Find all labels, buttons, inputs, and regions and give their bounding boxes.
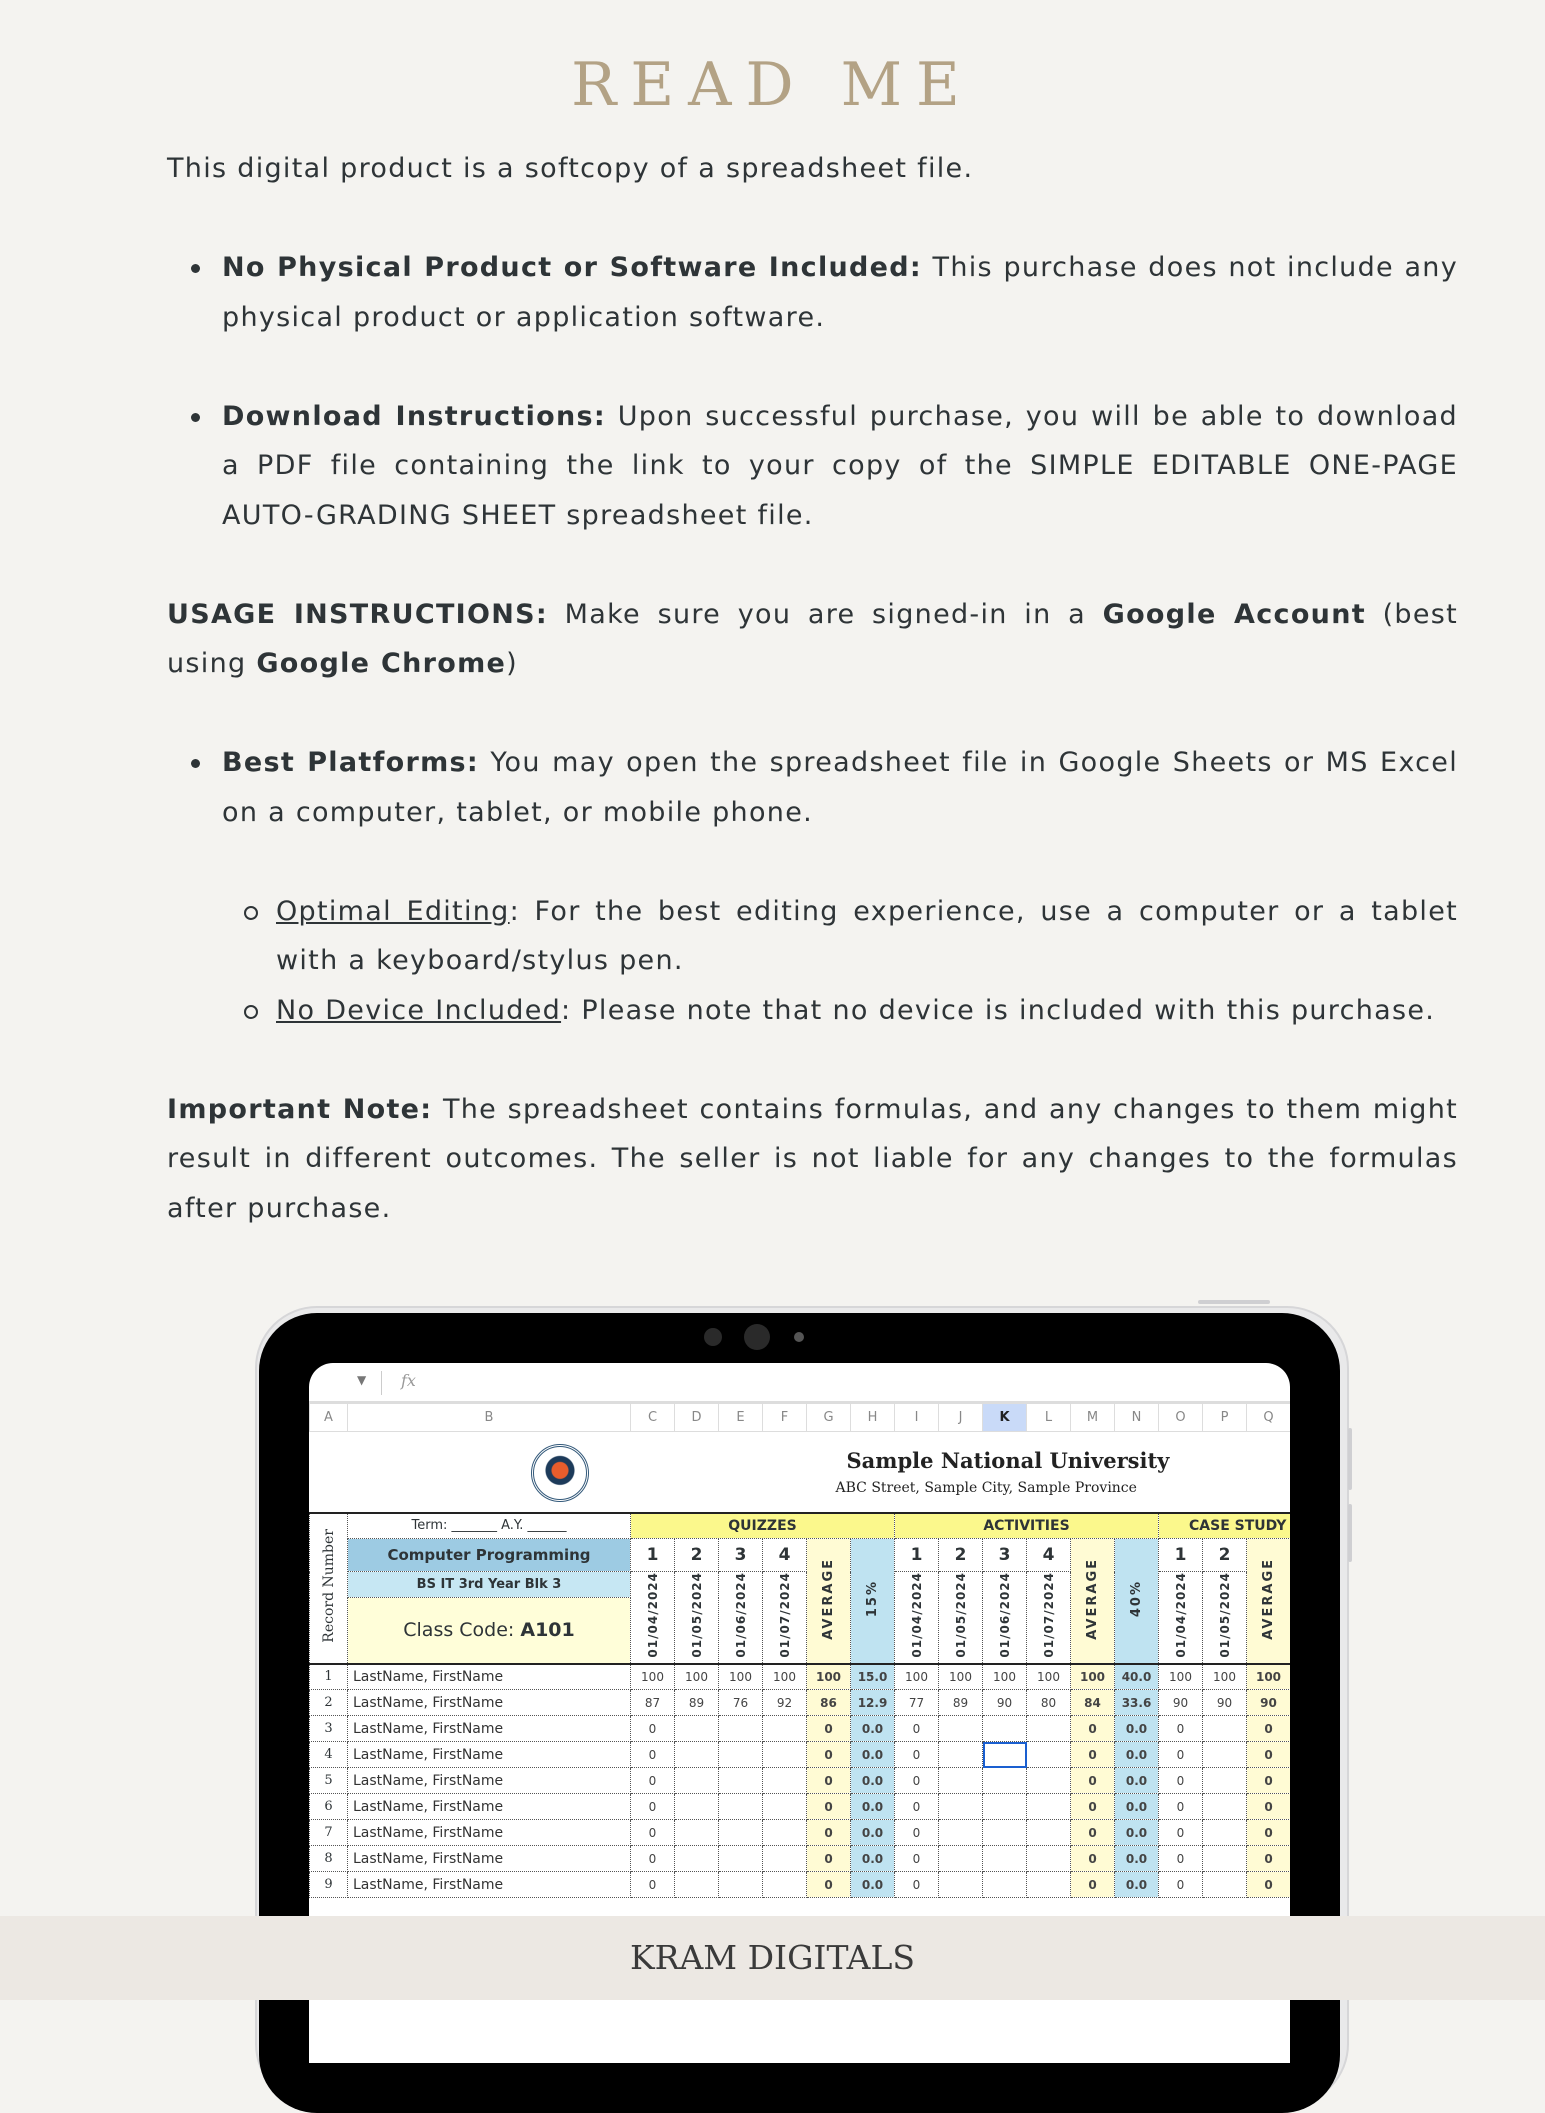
date-label: 01/06/2024 (733, 1572, 748, 1659)
grade-cell[interactable]: 0 (895, 1794, 939, 1820)
grade-cell[interactable] (675, 1872, 719, 1898)
case-number: 2 (1203, 1539, 1247, 1572)
grade-cell[interactable]: 89 (675, 1690, 719, 1716)
column-header-f[interactable]: F (763, 1404, 807, 1432)
quiz-number: 1 (631, 1539, 675, 1572)
grade-cell[interactable]: 0 (1247, 1872, 1291, 1898)
grade-cell[interactable] (1027, 1820, 1071, 1846)
grade-cell[interactable]: 100 (675, 1664, 719, 1690)
usage-text: ) (506, 648, 518, 679)
weight-label: 15% (865, 1580, 880, 1618)
table-row (310, 1742, 1291, 1768)
term-field[interactable]: Term: _______ A.Y. ______ (348, 1513, 631, 1539)
google-account: Google Account (1102, 598, 1366, 630)
student-name[interactable]: LastName, FirstName (348, 1768, 631, 1794)
grade-cell[interactable] (719, 1768, 763, 1794)
bullet-heading: Download Instructions: (222, 400, 606, 432)
column-header-k[interactable]: K (983, 1404, 1027, 1432)
grade-cell[interactable]: 90 (1159, 1690, 1203, 1716)
record-number[interactable]: 6 (310, 1794, 348, 1820)
quiz-average-header (807, 1539, 851, 1664)
grade-cell[interactable] (675, 1820, 719, 1846)
grade-cell[interactable]: 90 (1247, 1690, 1291, 1716)
grade-cell[interactable]: 0 (1159, 1872, 1203, 1898)
grade-cell[interactable]: 0 (631, 1768, 675, 1794)
grade-cell[interactable]: 0.0 (1115, 1872, 1159, 1898)
grade-cell[interactable]: 40.0 (1115, 1664, 1159, 1690)
record-number[interactable]: 5 (310, 1768, 348, 1794)
grade-cell[interactable]: 0 (1247, 1794, 1291, 1820)
grade-cell[interactable]: 100 (983, 1664, 1027, 1690)
grade-cell[interactable]: 100 (719, 1664, 763, 1690)
grade-cell[interactable] (939, 1846, 983, 1872)
grade-cell[interactable] (763, 1872, 807, 1898)
grade-cell[interactable]: 0 (807, 1768, 851, 1794)
grade-cell[interactable] (939, 1716, 983, 1742)
grade-cell[interactable] (939, 1768, 983, 1794)
platform-list (222, 738, 1458, 837)
grade-cell[interactable]: 100 (939, 1664, 983, 1690)
grade-cell[interactable] (763, 1820, 807, 1846)
date-cell[interactable] (631, 1572, 675, 1664)
grade-cell[interactable] (939, 1794, 983, 1820)
bullet-text: This purchase does not include any physical product or application software. (222, 252, 1458, 333)
grade-cell[interactable]: 76 (719, 1690, 763, 1716)
grade-cell[interactable] (1203, 1794, 1247, 1820)
university-name: Sample National University (846, 1448, 1170, 1473)
student-name[interactable]: LastName, FirstName (348, 1690, 631, 1716)
grade-cell[interactable] (1203, 1716, 1247, 1742)
quizzes-header: QUIZZES (631, 1513, 895, 1539)
grade-cell[interactable]: 0 (895, 1716, 939, 1742)
grade-cell[interactable]: 92 (763, 1690, 807, 1716)
google-chrome: Google Chrome (256, 648, 507, 679)
date-cell[interactable] (1159, 1572, 1203, 1664)
sub-bullet-heading: Optimal Editing (276, 895, 510, 927)
tablet-top-button (1198, 1300, 1270, 1304)
grade-cell[interactable] (983, 1794, 1027, 1820)
university-header (310, 1432, 1291, 1513)
column-header-o[interactable]: O (1159, 1404, 1203, 1432)
bullet-list (222, 243, 1458, 540)
column-header-m[interactable]: M (1071, 1404, 1115, 1432)
grade-cell[interactable]: 80 (1027, 1690, 1071, 1716)
sub-bullet-optimal-editing (276, 887, 1458, 986)
date-cell[interactable] (895, 1572, 939, 1664)
grade-cell[interactable] (983, 1716, 1027, 1742)
grade-cell[interactable]: 0 (1071, 1846, 1115, 1872)
grade-cell[interactable]: 0 (631, 1742, 675, 1768)
quiz-number: 3 (719, 1539, 763, 1572)
grading-sheet (309, 1403, 1290, 1898)
date-label: 01/07/2024 (777, 1572, 792, 1659)
grade-cell[interactable]: 0 (1159, 1820, 1203, 1846)
table-row (310, 1690, 1291, 1716)
column-header-c[interactable]: C (631, 1404, 675, 1432)
grade-cell[interactable]: 84 (1071, 1690, 1115, 1716)
column-header-q[interactable]: Q (1247, 1404, 1291, 1432)
column-header-i[interactable]: I (895, 1404, 939, 1432)
grade-cell[interactable] (763, 1742, 807, 1768)
grade-cell[interactable]: 0 (1247, 1768, 1291, 1794)
grade-cell[interactable] (1203, 1872, 1247, 1898)
grade-cell[interactable]: 0 (1159, 1742, 1203, 1768)
student-name[interactable]: LastName, FirstName (348, 1716, 631, 1742)
record-number[interactable]: 3 (310, 1716, 348, 1742)
quiz-weight-header (851, 1539, 895, 1664)
date-label: 01/04/2024 (645, 1572, 660, 1659)
grade-cell[interactable]: 0 (895, 1872, 939, 1898)
grade-cell[interactable] (1027, 1846, 1071, 1872)
grade-cell[interactable]: 0 (807, 1872, 851, 1898)
grade-cell[interactable]: 0 (1071, 1820, 1115, 1846)
student-name[interactable]: LastName, FirstName (348, 1872, 631, 1898)
grade-cell[interactable]: 0 (1071, 1716, 1115, 1742)
intro-text: This digital product is a softcopy of a spreadsheet file. (167, 153, 974, 184)
grade-cell[interactable] (675, 1794, 719, 1820)
grade-cell[interactable]: 77 (895, 1690, 939, 1716)
grade-cell[interactable]: 0 (807, 1820, 851, 1846)
grade-cell[interactable] (719, 1820, 763, 1846)
column-header-g[interactable]: G (807, 1404, 851, 1432)
grade-cell[interactable] (983, 1872, 1027, 1898)
grade-cell[interactable] (675, 1846, 719, 1872)
grade-cell[interactable]: 0.0 (1115, 1742, 1159, 1768)
weight-label: 40% (1129, 1580, 1144, 1618)
fx-icon: fx (401, 1371, 416, 1390)
student-name[interactable]: LastName, FirstName (348, 1742, 631, 1768)
grade-cell[interactable] (1203, 1742, 1247, 1768)
class-code-label: Class Code: (403, 1619, 521, 1642)
usage-text: Make sure you are signed-in in a (548, 598, 1103, 630)
grade-cell[interactable] (1027, 1768, 1071, 1794)
page-title: READ ME (571, 50, 974, 120)
grade-cell[interactable] (1203, 1846, 1247, 1872)
grade-cell[interactable]: 0.0 (1115, 1716, 1159, 1742)
grade-cell[interactable]: 0 (1071, 1872, 1115, 1898)
usage-text: (best using (167, 598, 1459, 679)
grade-cell[interactable] (719, 1872, 763, 1898)
average-label: AVERAGE (821, 1557, 836, 1640)
grade-cell[interactable]: 0 (895, 1742, 939, 1768)
sub-bullet-no-device (276, 986, 1458, 1036)
grade-cell[interactable]: 87 (631, 1690, 675, 1716)
date-label: 01/07/2024 (1041, 1572, 1056, 1659)
grade-cell[interactable]: 0 (631, 1872, 675, 1898)
date-label: 01/04/2024 (1173, 1572, 1188, 1659)
column-header-a[interactable]: A (310, 1404, 348, 1432)
grade-cell[interactable] (763, 1716, 807, 1742)
grade-cell[interactable]: 0 (895, 1768, 939, 1794)
grade-cell[interactable] (763, 1768, 807, 1794)
activity-number: 1 (895, 1539, 939, 1572)
grade-cell[interactable]: 0 (895, 1846, 939, 1872)
grade-cell[interactable] (1027, 1794, 1071, 1820)
sub-bullet-list (276, 887, 1458, 1036)
record-number-label: Record Number (320, 1529, 337, 1643)
tablet-volume-button (1348, 1428, 1352, 1490)
quiz-number: 2 (675, 1539, 719, 1572)
case-average-header (1247, 1539, 1291, 1664)
bullet-heading: No Physical Product or Software Included: (222, 252, 923, 283)
important-note (167, 1085, 1458, 1234)
case-study-header: CASE STUDY (1159, 1513, 1291, 1539)
readme-body (167, 144, 1458, 1283)
university-cell (310, 1432, 1291, 1513)
grade-cell[interactable]: 0 (631, 1846, 675, 1872)
student-name[interactable]: LastName, FirstName (348, 1794, 631, 1820)
record-number[interactable]: 8 (310, 1846, 348, 1872)
grade-cell[interactable]: 0 (1247, 1846, 1291, 1872)
grade-cell[interactable]: 89 (939, 1690, 983, 1716)
bullet-heading: Best Platforms: (222, 747, 480, 778)
date-cell[interactable] (983, 1572, 1027, 1664)
grade-cell[interactable] (939, 1742, 983, 1768)
grade-cell[interactable]: 100 (1203, 1664, 1247, 1690)
date-cell[interactable] (1203, 1572, 1247, 1664)
grade-cell[interactable]: 100 (1159, 1664, 1203, 1690)
date-label: 01/05/2024 (1217, 1572, 1232, 1659)
grade-cell[interactable] (983, 1742, 1027, 1768)
column-header-h[interactable]: H (851, 1404, 895, 1432)
student-name[interactable]: LastName, FirstName (348, 1820, 631, 1846)
grade-cell[interactable]: 0 (1247, 1820, 1291, 1846)
activity-number: 3 (983, 1539, 1027, 1572)
bullet-text: Upon successful purchase, you will be able to download a PDF file containing the link to your copy of the SIMPLE EDITABLE ONE-PAGE AUTO-GRADING SHEET spreadsheet file. (222, 400, 1458, 531)
grade-cell[interactable]: 0.0 (1115, 1768, 1159, 1794)
date-cell[interactable] (763, 1572, 807, 1664)
column-header-n[interactable]: N (1115, 1404, 1159, 1432)
group-row (310, 1513, 1291, 1539)
date-label: 01/06/2024 (997, 1572, 1012, 1659)
table-row (310, 1872, 1291, 1898)
grade-cell[interactable] (1027, 1872, 1071, 1898)
tablet-volume-button (1348, 1504, 1352, 1562)
date-label: 01/04/2024 (909, 1572, 924, 1659)
grade-cell[interactable] (719, 1794, 763, 1820)
bullet-download (222, 392, 1458, 541)
grade-cell[interactable]: 0 (631, 1820, 675, 1846)
formula-bar[interactable] (309, 1363, 1290, 1403)
grade-cell[interactable]: 0.0 (851, 1846, 895, 1872)
record-number[interactable]: 4 (310, 1742, 348, 1768)
grade-cell[interactable] (1203, 1820, 1247, 1846)
note-text: The spreadsheet contains formulas, and any changes to them might result in different outcomes. The seller is not liable for any changes to the formulas after purchase. (167, 1093, 1458, 1224)
course-name[interactable]: Computer Programming (348, 1539, 631, 1572)
activity-number: 4 (1027, 1539, 1071, 1572)
grade-cell[interactable]: 90 (983, 1690, 1027, 1716)
grade-cell[interactable] (1203, 1768, 1247, 1794)
grade-cell[interactable]: 0.0 (851, 1742, 895, 1768)
column-header-d[interactable]: D (675, 1404, 719, 1432)
class-code-value: A101 (520, 1619, 575, 1642)
date-cell[interactable] (1027, 1572, 1071, 1664)
grade-cell[interactable]: 100 (895, 1664, 939, 1690)
grade-cell[interactable]: 100 (807, 1664, 851, 1690)
table-row (310, 1820, 1291, 1846)
student-name[interactable]: LastName, FirstName (348, 1664, 631, 1690)
activity-weight-header (1115, 1539, 1159, 1664)
case-number: 1 (1159, 1539, 1203, 1572)
grade-cell[interactable]: 100 (1247, 1664, 1291, 1690)
grade-cell[interactable]: 0.0 (851, 1872, 895, 1898)
grade-cell[interactable]: 86 (807, 1690, 851, 1716)
activities-header: ACTIVITIES (895, 1513, 1159, 1539)
grade-cell[interactable] (939, 1820, 983, 1846)
grade-cell[interactable] (675, 1742, 719, 1768)
grade-cell[interactable] (763, 1846, 807, 1872)
grade-cell[interactable]: 0 (1159, 1846, 1203, 1872)
grade-cell[interactable]: 0.0 (1115, 1820, 1159, 1846)
usage-instructions (167, 590, 1458, 689)
student-name[interactable]: LastName, FirstName (348, 1846, 631, 1872)
grade-cell[interactable]: 0 (1159, 1768, 1203, 1794)
grade-cell[interactable]: 0 (1247, 1742, 1291, 1768)
grade-cell[interactable]: 0 (1071, 1794, 1115, 1820)
grade-cell[interactable] (719, 1716, 763, 1742)
activity-average-header (1071, 1539, 1115, 1664)
grade-cell[interactable]: 0 (807, 1716, 851, 1742)
grade-cell[interactable]: 0.0 (1115, 1846, 1159, 1872)
grade-cell[interactable]: 100 (1027, 1664, 1071, 1690)
column-header-b[interactable]: B (348, 1404, 631, 1432)
divider (381, 1371, 382, 1395)
average-label: AVERAGE (1085, 1557, 1100, 1640)
date-cell[interactable] (719, 1572, 763, 1664)
section-name[interactable]: BS IT 3rd Year Blk 3 (348, 1572, 631, 1598)
grade-cell[interactable] (939, 1872, 983, 1898)
table-row (310, 1794, 1291, 1820)
bullet-platforms (222, 738, 1458, 837)
column-header-e[interactable]: E (719, 1404, 763, 1432)
grade-cell[interactable] (719, 1846, 763, 1872)
table-row (310, 1716, 1291, 1742)
grade-cell[interactable]: 0 (895, 1820, 939, 1846)
grade-cell[interactable]: 0.0 (851, 1820, 895, 1846)
record-number[interactable]: 2 (310, 1690, 348, 1716)
grade-cell[interactable]: 0 (631, 1794, 675, 1820)
grade-cell[interactable]: 0.0 (1115, 1794, 1159, 1820)
grade-cell[interactable]: 15.0 (851, 1664, 895, 1690)
grade-cell[interactable]: 100 (631, 1664, 675, 1690)
column-header-p[interactable]: P (1203, 1404, 1247, 1432)
bullet-text: You may open the spreadsheet file in Google Sheets or MS Excel on a computer, tablet, or mobile phone. (222, 747, 1458, 828)
grade-cell[interactable]: 0 (807, 1846, 851, 1872)
table-row (310, 1768, 1291, 1794)
grade-cell[interactable]: 100 (763, 1664, 807, 1690)
grade-cell[interactable] (675, 1768, 719, 1794)
sub-bullet-text: : For the best editing experience, use a computer or a tablet with a keyboard/stylus pen. (276, 895, 1458, 976)
grade-cell[interactable] (983, 1846, 1027, 1872)
grade-cell[interactable] (1027, 1716, 1071, 1742)
grade-cell[interactable] (675, 1716, 719, 1742)
date-label: 01/05/2024 (953, 1572, 968, 1659)
chevron-down-icon[interactable]: ▼ (357, 1373, 367, 1387)
sub-bullet-heading: No Device Included (276, 994, 562, 1026)
column-header-j[interactable]: J (939, 1404, 983, 1432)
date-cell[interactable] (939, 1572, 983, 1664)
university-address: ABC Street, Sample City, Sample Province (835, 1480, 1137, 1496)
bullet-no-physical (222, 243, 1458, 342)
grade-cell[interactable]: 0 (1159, 1794, 1203, 1820)
activity-number: 2 (939, 1539, 983, 1572)
grade-cell[interactable]: 0 (1159, 1716, 1203, 1742)
grade-cell[interactable]: 100 (1071, 1664, 1115, 1690)
camera-icon (704, 1328, 722, 1346)
column-header-l[interactable]: L (1027, 1404, 1071, 1432)
date-label: 01/05/2024 (689, 1572, 704, 1659)
footer-brand: KRAM DIGITALS (0, 1916, 1545, 2000)
grade-cell[interactable]: 0 (807, 1742, 851, 1768)
grade-cell[interactable]: 0 (1247, 1716, 1291, 1742)
grade-cell[interactable]: 0.0 (851, 1768, 895, 1794)
grade-cell[interactable]: 0.0 (851, 1794, 895, 1820)
grade-cell[interactable] (1027, 1742, 1071, 1768)
column-headers (310, 1404, 1291, 1432)
usage-heading: USAGE INSTRUCTIONS: (167, 598, 549, 630)
grade-cell[interactable]: 12.9 (851, 1690, 895, 1716)
record-number[interactable]: 9 (310, 1872, 348, 1898)
record-number-header (310, 1513, 348, 1664)
number-row (310, 1539, 1291, 1572)
grade-cell[interactable]: 0 (1071, 1742, 1115, 1768)
average-label: AVERAGE (1261, 1557, 1276, 1640)
camera-icon (744, 1324, 770, 1350)
grade-cell[interactable] (719, 1742, 763, 1768)
grade-cell[interactable] (763, 1794, 807, 1820)
sub-bullet-text: : Please note that no device is included with this purchase. (561, 994, 1436, 1026)
grade-cell[interactable]: 0 (1071, 1768, 1115, 1794)
grade-cell[interactable]: 0 (631, 1716, 675, 1742)
grade-cell[interactable]: 90 (1203, 1690, 1247, 1716)
university-logo (531, 1444, 589, 1502)
grade-cell[interactable] (983, 1768, 1027, 1794)
quiz-number: 4 (763, 1539, 807, 1572)
grade-cell[interactable] (983, 1820, 1027, 1846)
grade-cell[interactable]: 33.6 (1115, 1690, 1159, 1716)
record-number[interactable]: 7 (310, 1820, 348, 1846)
grade-cell[interactable]: 0.0 (851, 1716, 895, 1742)
note-heading: Important Note: (167, 1093, 433, 1125)
date-cell[interactable] (675, 1572, 719, 1664)
record-number[interactable]: 1 (310, 1664, 348, 1690)
table-row (310, 1846, 1291, 1872)
grade-cell[interactable]: 0 (807, 1794, 851, 1820)
class-code-cell[interactable] (348, 1598, 631, 1664)
table-row (310, 1664, 1291, 1690)
camera-icon (794, 1332, 804, 1342)
